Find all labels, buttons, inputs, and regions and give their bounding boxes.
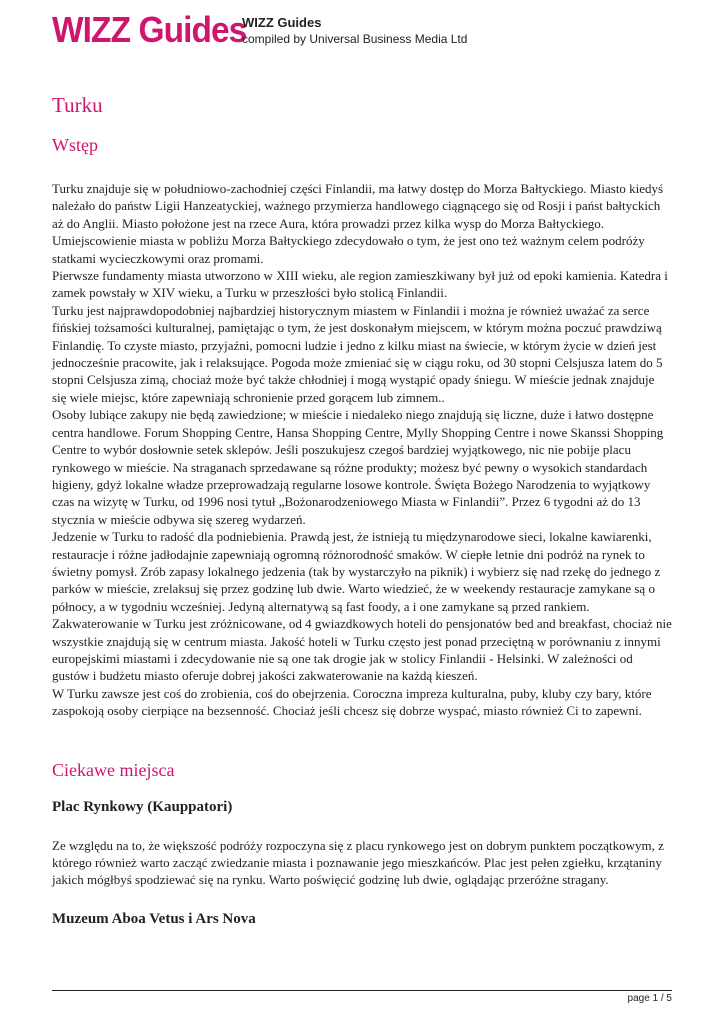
wizz-guides-logo: WIZZ Guides bbox=[52, 9, 247, 50]
document-body bbox=[52, 92, 672, 929]
intro-paragraph: Zakwaterowanie w Turku jest zróżnicowane, od 4 gwiazdkowych hoteli do pensjonatów bed and breakfast, chociaż nie wszystkie znajdują się w centrum miasta. Jakość hoteli w Turku często jest ponad przeciętną w porównaniu z innymi europejskimi miastami i zdecydowanie nie są one tak drogie jak w stolicy Finlandii - Helsinki. W zależności od gustów i budżetu miasto oferuje dobrej jakości zakwaterowanie na każdą kieszeń. bbox=[52, 616, 672, 684]
museum-subheading: Muzeum Aboa Vetus i Ars Nova bbox=[52, 910, 256, 927]
intro-paragraph: Jedzenie w Turku to radość dla podniebienia. Prawdą jest, że istnieją tu międzynarodowe sieci, lokalne kawiarenki, restauracje i różne jadłodajnie zapewniają ogromną różnorodność smaków. W ciepłe letnie dni podróż na rynek to świetny pomysł. Zrób zapasy lokalnego jedzenia (tak by wystarczyło na piknik) i wybierz się nad rzekę do jednego z parków w mieście, zrelaksuj się przez godzinę lub dwie. Warto wiedzieć, że w weekendy restauracje zamykane są o północy, a w tygodniu wcześniej. Jedyną alternatywą są fast foody, a i one zamykane są przed rankiem. bbox=[52, 529, 661, 614]
intro-paragraphs bbox=[52, 180, 672, 720]
footer-divider bbox=[52, 990, 672, 991]
intro-paragraph: Osoby lubiące zakupy nie będą zawiedzione; w mieście i niedaleko niego znajdują się liczne, duże i łatwo dostępne centra handlowe. Forum Shopping Centre, Hansa Shopping Centre, Mylly Shopping Centre i nowe Skanssi Shopping Centre to wybór dosłownie setek sklepów. Jeśli poszukujesz czegoś bardziej wyjątkowego, nic nie pobije placu rynkowego w mieście. Na straganach sprzedawane są różne produkty; możesz być pewny o wysokich standardach higieny, gdyż lokalne władze przeprowadzają regularne losowe kontrole. Święta Bożego Narodzenia to wyjątkowy czas na wizytę w Turku, od 1996 nosi tytuł „Bożonarodzeniowego Miasta w Finlandii”. Przez 6 tygodni aż do 13 stycznia w mieście odbywa się szereg wydarzeń. bbox=[52, 407, 664, 527]
intro-paragraph: W Turku zawsze jest coś do zrobienia, coś do obejrzenia. Coroczna impreza kulturalna, puby, kluby czy bary, które zaspokoją osoby cierpiące na bezsenność. Chociaż jeśli chcesz się dobrze wyspać, miasto również Ci to zapewni. bbox=[52, 685, 652, 719]
intro-paragraph: Pierwsze fundamenty miasta utworzono w XIII wieku, ale region zamieszkiwany był już od epoki kamienia. Katedra i zamek powstały w XIV wieku, a Turku w przeszłości było stolicą Finlandii. bbox=[52, 268, 668, 301]
intro-heading: Wstęp bbox=[52, 135, 98, 155]
market-paragraph: Ze względu na to, że większość podróży rozpoczyna się z placu rynkowego jest on dobrym punktem początkowym, z którego również warto zacząć zwiedzanie miasta i poznawanie jego mieszkańców. Plac jest pełen zgiełku, krzątaniny jakich mógłbyś spodziewać się na rynku. Warto poświęcić godzinę lub dwie, oglądając przeróżne stragany. bbox=[52, 837, 664, 888]
header-text bbox=[242, 15, 467, 47]
places-heading: Ciekawe miejsca bbox=[52, 759, 175, 780]
intro-paragraph: Turku znajduje się w południowo-zachodniej części Finlandii, ma łatwy dostęp do Morza Bałtyckiego. Miasto kiedyś należało do państw Ligii Hanzeatyckiej, ważnego przymierza handlowego ciągnącego się od Rosji i państ bałtyckich aż do Anglii. Miasto położone jest na rzece Aura, która prowadzi przez kilka wysp do Morza Bałtyckiego. Umiejscowienie miasta w pobliżu Morza Bałtyckiego zdecydowało o tym, że jest ono też ważnym celem podróży statkami wycieczkowymi oraz promami. bbox=[52, 181, 664, 266]
header-title: WIZZ Guides bbox=[242, 15, 322, 30]
header-subtitle: compiled by Universal Business Media Ltd bbox=[242, 32, 468, 46]
intro-paragraph: Turku jest najprawdopodobniej najbardziej historycznym miastem w Finlandii i można je również uważać za serce fińskiej tożsamości kulturalnej, pamiętając o tym, że jest doskonałym miejscem, w którym można poczuć prawdziwą Finlandię. To czyste miasto, przyjaźni, pomocni ludzie i jedno z kilku miast na świecie, w którym życie w dzień jest jednocześnie pracowite, jak i relaksujące. Pogoda może zmieniać się w ciągu roku, od 30 stopni Celsjusza latem do 5 stopni Celsjusza zimą, chociaż może być także chłodniej i mogą wystąpić opady śniegu. W mieście jednak znajduje się wiele miejsc, które zapewniają schronienie przed gorącem lub zimnem.. bbox=[52, 302, 663, 405]
page-number: page 1 / 5 bbox=[627, 993, 672, 1004]
page-title: Turku bbox=[52, 93, 103, 117]
page-header bbox=[52, 9, 672, 52]
market-subheading: Plac Rynkowy (Kauppatori) bbox=[52, 798, 233, 815]
